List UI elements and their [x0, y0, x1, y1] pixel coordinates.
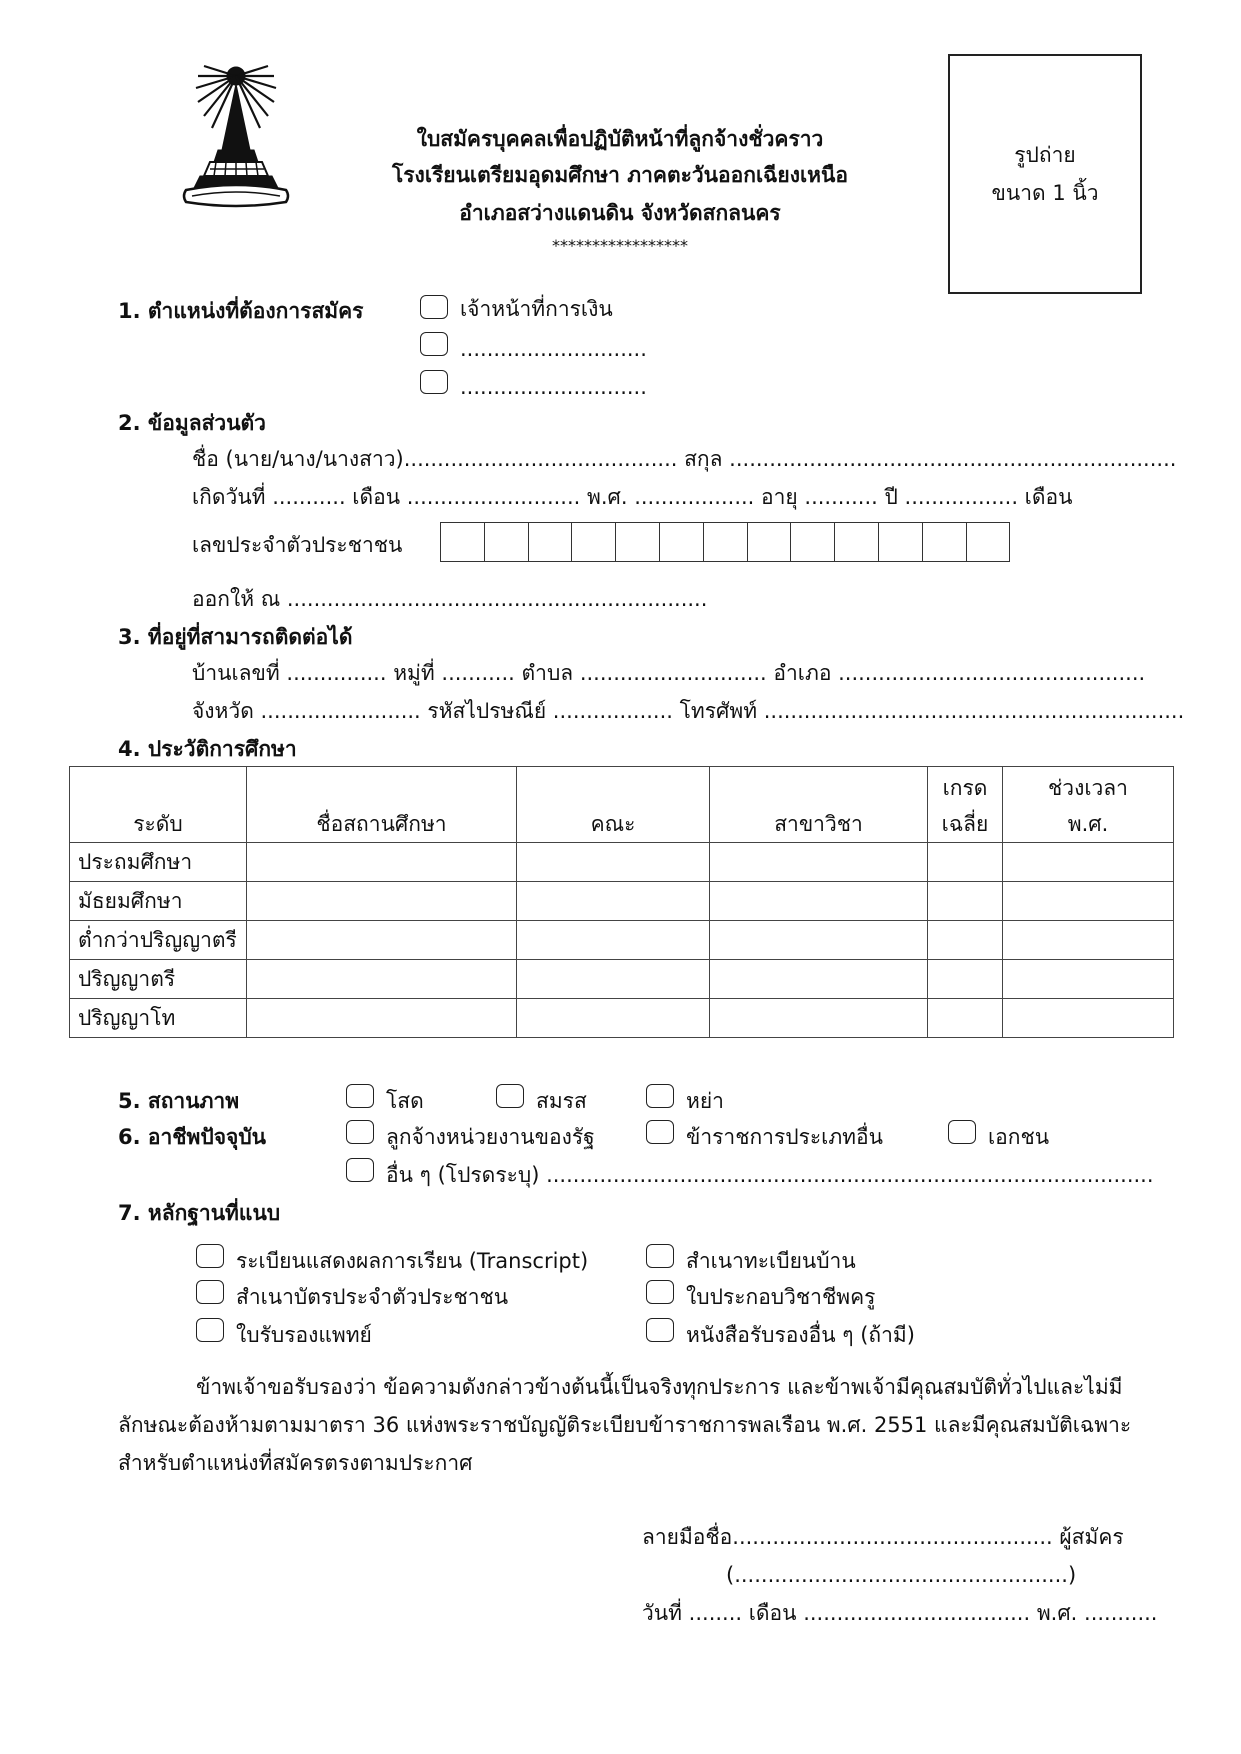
- section4-heading: 4. ประวัติการศึกษา: [118, 737, 297, 761]
- row-level: มัธยมศึกษา: [70, 882, 247, 921]
- cell-institution[interactable]: [247, 960, 517, 999]
- name-field-line[interactable]: ชื่อ (นาย/นาง/นางสาว)......................................... สกุล ...................................................................: [192, 447, 1177, 471]
- col-header-institution: ชื่อสถานศึกษา: [247, 767, 517, 843]
- occupation-checkbox-private[interactable]: [948, 1120, 976, 1144]
- cell-institution[interactable]: [247, 921, 517, 960]
- attachment-checkbox-id-copy[interactable]: [196, 1280, 224, 1304]
- school-emblem-logo: [182, 62, 312, 210]
- section6-heading: 6. อาชีพปัจจุบัน: [118, 1125, 267, 1149]
- occupation-checkbox-other[interactable]: [346, 1158, 374, 1182]
- occupation-option-private: เอกชน: [988, 1125, 1050, 1149]
- table-row: [70, 921, 1174, 960]
- status-option-divorced: หย่า: [686, 1089, 724, 1113]
- cell-institution[interactable]: [247, 999, 517, 1038]
- address-line-1[interactable]: บ้านเลขที่ ............... หมู่ที่ ........... ตำบล ............................ อำเภอ ..............................................: [192, 661, 1146, 685]
- position-checkbox-2[interactable]: [420, 332, 448, 356]
- cell-period[interactable]: [1003, 999, 1174, 1038]
- school-location: อำเภอสว่างแดนดิน จังหวัดสกลนคร: [459, 201, 781, 225]
- education-table: [69, 766, 1174, 1038]
- position-checkbox-1[interactable]: [420, 295, 448, 319]
- position-option-3: ............................: [460, 375, 647, 399]
- row-level: ปริญญาตรี: [70, 960, 247, 999]
- id-digit-box[interactable]: [923, 522, 967, 562]
- status-checkbox-divorced[interactable]: [646, 1084, 674, 1108]
- signature-line[interactable]: ลายมือชื่อ................................................ ผู้สมัคร: [642, 1525, 1124, 1549]
- cell-faculty[interactable]: [517, 882, 710, 921]
- section2-heading: 2. ข้อมูลส่วนตัว: [118, 411, 266, 435]
- attachment-transcript: ระเบียนแสดงผลการเรียน (Transcript): [236, 1249, 589, 1273]
- attachment-other-certificate: หนังสือรับรองอื่น ๆ (ถ้ามี): [686, 1323, 915, 1347]
- header-divider-stars: *****************: [552, 236, 688, 255]
- row-level: ประถมศึกษา: [70, 843, 247, 882]
- row-level: ต่ำกว่าปริญญาตรี: [70, 921, 247, 960]
- table-header-row: [70, 767, 1174, 843]
- table-row: [70, 882, 1174, 921]
- section7-heading: 7. หลักฐานที่แนบ: [118, 1201, 281, 1225]
- cell-gpa[interactable]: [928, 843, 1003, 882]
- id-digit-box[interactable]: [529, 522, 573, 562]
- id-digit-box[interactable]: [572, 522, 616, 562]
- occupation-checkbox-civil-servant[interactable]: [646, 1120, 674, 1144]
- cell-major[interactable]: [710, 843, 928, 882]
- attachment-checkbox-teaching-license[interactable]: [646, 1280, 674, 1304]
- status-checkbox-married[interactable]: [496, 1084, 524, 1108]
- cell-faculty[interactable]: [517, 921, 710, 960]
- col-header-faculty: คณะ: [517, 767, 710, 843]
- id-digit-box[interactable]: [485, 522, 529, 562]
- cell-period[interactable]: [1003, 921, 1174, 960]
- signature-printed-name[interactable]: (..................................................): [726, 1563, 1077, 1587]
- id-digit-box[interactable]: [660, 522, 704, 562]
- id-digit-box[interactable]: [835, 522, 879, 562]
- section5-heading: 5. สถานภาพ: [118, 1089, 240, 1113]
- section3-heading: 3. ที่อยู่ที่สามารถติดต่อได้: [118, 625, 353, 649]
- cell-period[interactable]: [1003, 843, 1174, 882]
- declaration-line-3: สำหรับตำแหน่งที่สมัครตรงตามประกาศ: [118, 1451, 473, 1475]
- col-header-major: สาขาวิชา: [710, 767, 928, 843]
- cell-period[interactable]: [1003, 882, 1174, 921]
- cell-major[interactable]: [710, 921, 928, 960]
- table-row: [70, 999, 1174, 1038]
- occupation-checkbox-govt-employee[interactable]: [346, 1120, 374, 1144]
- table-row: [70, 843, 1174, 882]
- attachment-checkbox-house-registration[interactable]: [646, 1244, 674, 1268]
- photo-label: รูปถ่าย: [1014, 143, 1076, 167]
- id-digit-box[interactable]: [748, 522, 792, 562]
- cell-gpa[interactable]: [928, 960, 1003, 999]
- col-header-period: ช่วงเวลา พ.ศ.: [1003, 767, 1174, 843]
- attachment-checkbox-transcript[interactable]: [196, 1244, 224, 1268]
- section1-heading: 1. ตำแหน่งที่ต้องการสมัคร: [118, 299, 364, 323]
- id-number-boxes[interactable]: [440, 522, 1010, 562]
- cell-gpa[interactable]: [928, 882, 1003, 921]
- attachment-checkbox-other-certificate[interactable]: [646, 1318, 674, 1342]
- position-option-2: ............................: [460, 337, 647, 361]
- form-title: ใบสมัครบุคคลเพื่อปฏิบัติหน้าที่ลูกจ้างชั่วคราว: [416, 127, 824, 151]
- id-digit-box[interactable]: [791, 522, 835, 562]
- col-header-gpa: เกรด เฉลี่ย: [928, 767, 1003, 843]
- declaration-line-1: ข้าพเจ้าขอรับรองว่า ข้อความดังกล่าวข้างต้นนี้เป็นจริงทุกประการ และข้าพเจ้ามีคุณสมบัติทั่วไปและไม่มี: [196, 1375, 1123, 1399]
- position-checkbox-3[interactable]: [420, 370, 448, 394]
- id-digit-box[interactable]: [616, 522, 660, 562]
- attachment-teaching-license: ใบประกอบวิชาชีพครู: [686, 1285, 876, 1309]
- photo-size-label: ขนาด 1 นิ้ว: [991, 181, 1099, 205]
- occupation-option-other[interactable]: อื่น ๆ (โปรดระบุ) ...........................................................................................: [386, 1163, 1154, 1187]
- school-name: โรงเรียนเตรียมอุดมศึกษา ภาคตะวันออกเฉียงเหนือ: [392, 163, 848, 187]
- cell-major[interactable]: [710, 999, 928, 1038]
- cell-institution[interactable]: [247, 843, 517, 882]
- position-option-1: เจ้าหน้าที่การเงิน: [460, 297, 613, 321]
- occupation-option-civil-servant: ข้าราชการประเภทอื่น: [686, 1125, 883, 1149]
- cell-institution[interactable]: [247, 882, 517, 921]
- cell-faculty[interactable]: [517, 960, 710, 999]
- row-level: ปริญญาโท: [70, 999, 247, 1038]
- attachment-house-registration: สำเนาทะเบียนบ้าน: [686, 1249, 856, 1273]
- occupation-option-govt-employee: ลูกจ้างหน่วยงานของรัฐ: [386, 1125, 595, 1149]
- id-digit-box[interactable]: [441, 522, 485, 562]
- attachment-checkbox-medical[interactable]: [196, 1318, 224, 1342]
- address-line-2[interactable]: จังหวัด ........................ รหัสไปรษณีย์ .................. โทรศัพท์ ...............................................................: [192, 699, 1185, 723]
- issued-at-field-line[interactable]: ออกให้ ณ ...............................................................: [192, 587, 708, 611]
- birth-field-line[interactable]: เกิดวันที่ ........... เดือน .......................... พ.ศ. .................. อายุ ........... ปี ................. เดือน: [192, 485, 1073, 509]
- table-row: [70, 960, 1174, 999]
- cell-major[interactable]: [710, 882, 928, 921]
- attachment-medical: ใบรับรองแพทย์: [236, 1323, 372, 1347]
- id-digit-box[interactable]: [704, 522, 748, 562]
- id-number-label: เลขประจำตัวประชาชน: [192, 533, 403, 557]
- status-option-single: โสด: [386, 1089, 424, 1113]
- cell-period[interactable]: [1003, 960, 1174, 999]
- photo-box: [948, 54, 1142, 294]
- id-digit-box[interactable]: [967, 522, 1011, 562]
- signature-date-line[interactable]: วันที่ ........ เดือน .................................. พ.ศ. ...........: [642, 1601, 1158, 1625]
- declaration-line-2: ลักษณะต้องห้ามตามมาตรา 36 แห่งพระราชบัญญัติระเบียบข้าราชการพลเรือน พ.ศ. 2551 และมีคุณสมบัติเฉพาะ: [118, 1413, 1132, 1437]
- id-digit-box[interactable]: [879, 522, 923, 562]
- status-option-married: สมรส: [536, 1089, 587, 1113]
- cell-major[interactable]: [710, 960, 928, 999]
- cell-faculty[interactable]: [517, 999, 710, 1038]
- cell-gpa[interactable]: [928, 999, 1003, 1038]
- col-header-level: ระดับ: [70, 767, 247, 843]
- cell-faculty[interactable]: [517, 843, 710, 882]
- attachment-id-copy: สำเนาบัตรประจำตัวประชาชน: [236, 1285, 509, 1309]
- cell-gpa[interactable]: [928, 921, 1003, 960]
- status-checkbox-single[interactable]: [346, 1084, 374, 1108]
